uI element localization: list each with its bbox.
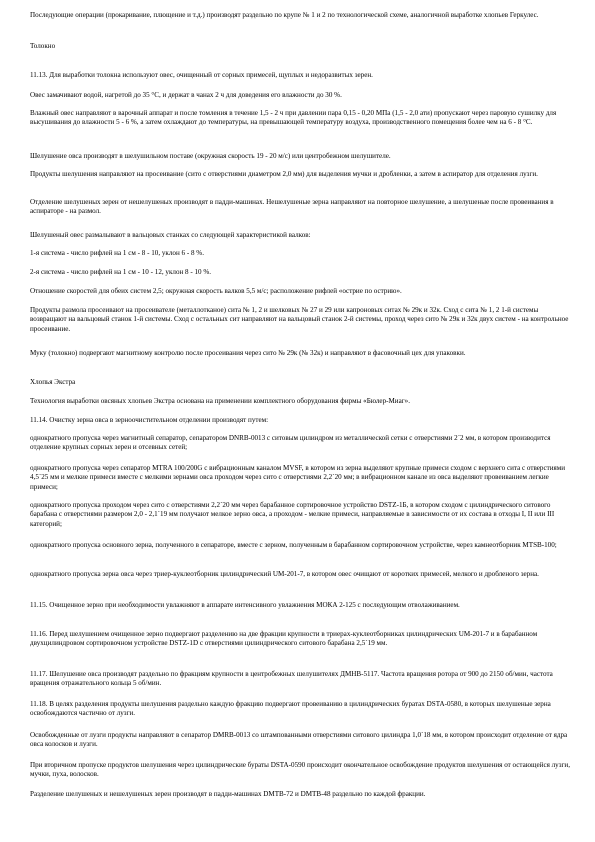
paragraph-buhler: Технология выработки овсяных хлопьев Экстра основана на применении комплектного оборудования фирмы «Бюлер-Миаг». [30,397,410,405]
paragraph-paddy: Отделение шелушеных зерен от нешелушеных производят в падди-машинах. Нешелушеные зерна направляют на повторное шелушение, а шелушеные после провеивания в аспираторе - на размол. [30,198,554,216]
paragraph-system-2: 2-я система - число рифлей на 1 см - 10 - 12, уклон 8 - 10 %. [30,268,212,276]
paragraph-11-16: 11.16. Перед шелушением очищенное зерно подвергают разделению на две фракции крупности в триерах-куклеотборниках цилиндрических UM-201-7 и в барабанном двухцилиндровом сортировочном устройстве DSTZ-1D с отверстиями цилиндрического ситового барабана 2,5´19 мм. [30,630,538,648]
paragraph-11-18: 11.18. В целях разделения продукты шелушения раздельно каждую фракцию подвергают провеиванию в цилиндрических буратах DSTA-0580, в которых шелушеные зерна освобождаются частично от лузги. [30,700,551,718]
paragraph-sieving: Продукты шелушения направляют на просеивание (сито с отверстиями диаметром 2,0 мм) для выделения мучки и дробленки, а затем в аспиратор для отделения лузги. [30,170,538,178]
paragraph-trieur: однократного пропуска зерна овса через триер-куклеотборник цилиндрический UM-201-7, в котором овес очищают от коротких примесей, мелкого и дробленого зерна. [30,570,539,578]
heading-extra-flakes: Хлопья Экстра [30,378,76,386]
paragraph-intro: Последующие операции (прокаривание, плющение и т.д.) производят раздельно по крупе № 1 и 2 по технологической схеме, аналогичной выработке хлопьев Геркулес. [30,11,539,19]
paragraph-system-1: 1-я система - число рифлей на 1 см - 8 - 10, уклон 6 - 8 %. [30,249,204,257]
paragraph-hulling: Шелушение овса производят в шелушильном поставе (окружная скорость 19 - 20 м/с) или центробежном шелушителе. [30,152,391,160]
paragraph-husk-separator: Освобожденные от лузги продукты направляют в сепаратор DMRB-0013 со штампованными отверстиями ситового цилиндра 1,0´18 мм, в котором происходит отделение от ядра овса колосков и лузги. [30,731,568,749]
paragraph-flour-control: Муку (толокно) подвергают магнитному контролю после просеивания через сито № 29к (№ 32к) и направляют в фасовочный цех для упаковки. [30,349,466,357]
paragraph-soaking: Овес замачивают водой, нагретой до 35 °С, и держат в чанах 2 ч для доведения его влажности до 30 %. [30,91,342,99]
paragraph-11-13: 11.13. Для выработки толокна используют овес, очищенный от сорных примесей, щуплых и недоразвитых зерен. [30,71,373,79]
paragraph-paddy-machines: Разделение шелушеных и нешелушеных зерен производят в падди-машинах DMTB-72 и DMTB-48 раздельно по каждой фракции. [30,790,426,798]
paragraph-11-15: 11.15. Очищенное зерно при необходимости увлажняют в аппарате интенсивного увлажнения МОКА 2-125 с последующим отволаживанием. [30,601,460,609]
paragraph-milling-sieves: Продукты размола просеивают на просеивателе (металлотканое) сита № 1, 2 и шелковых № 27 и 29 или капроновых ситах № 29к и 32к. Сход с сита № 1, 2 1-й системы возвращают на вальцовый станок 1-й системы. Сход с остальных сит направляют на вальцовый станок 2-й системы, проход через сито № 29к и 32к двух систем - на контрольное просеивание. [30,306,569,333]
paragraph-magnet: однократного пропуска через магнитный сепаратор, сепаратором DNRB-0013 с ситовым цилиндром из металлической сетки с отверстиями 2´2 мм, в котором производится отделение крупных сорных зерен и отсевных сетей; [30,434,551,452]
paragraph-separator: однократного пропуска через сепаратор MTRA 100/200G с вибрационным каналом MVSF, в котором из зерна выделяют крупные примеси сходом с верхнего сита с отверстиями 4,5´25 мм и мелкие примеси вместе с мелкими зернами овса проходом через сито с отверстиями 2,2´20 мм; в вибрационном канале из овса выделяют провеиванием легкие примеси; [30,464,566,491]
paragraph-11-14: 11.14. Очистку зерна овса в зерноочистительном отделении производят путем: [30,416,269,424]
paragraph-11-17: 11.17. Шелушение овса производят раздельно по фракциям крупности в центробежных шелушителях ДМНВ-5117. Частота вращения ротора от 900 до 2150 об/мин, частота вращения отражательного кольца 5 об/мин. [30,670,553,688]
paragraph-steaming: Влажный овес направляют в варочный аппарат и после томления в течение 1,5 - 2 ч при давлении пара 0,15 - 0,20 МПа (1,5 - 2,0 ати) пропускают через паровую сушилку для высушивания до влажности 5 - 6 %, а затем охлаждают до температуры, на превышающей температуру воздуха, производственного помещения более чем на 6 - 8 °С. [30,109,557,127]
paragraph-speeds: Отношение скоростей для обеих систем 2,5; окружная скорость валков 5,5 м/с; расположение рифлей «острие по острию». [30,287,402,295]
paragraph-drum-sorter: однократного пропуска проходом через сито с отверстиями 2,2´20 мм через барабанное сортировочное устройство DSTZ-1Б, в котором сходом с цилиндрического ситового барабана с отверстиями размером 2,0 - 2,1´19 мм получают мелкое зерно овса, а проходом - мелкие примеси, направляемые в зависимости от их состава в отходы I, II или III категорий; [30,501,555,528]
paragraph-rolls: Шелушеный овес размалывают в вальцовых станках со следующей характеристикой валков: [30,231,311,239]
paragraph-stone-separator: однократного пропуска основного зерна, полученного в сепараторе, вместе с зерном, полученным в барабанном сортировочном устройстве, через камнеотборник MTSB-100; [30,541,557,549]
heading-tolokno: Толокно [30,42,56,50]
paragraph-second-aspiration: При вторичном пропуске продуктов шелушения через цилиндрические бураты DSTA-0590 происходит окончательное освобождение продуктов шелушения от остающейся лузги, мучки, пуха, волосков. [30,761,570,779]
